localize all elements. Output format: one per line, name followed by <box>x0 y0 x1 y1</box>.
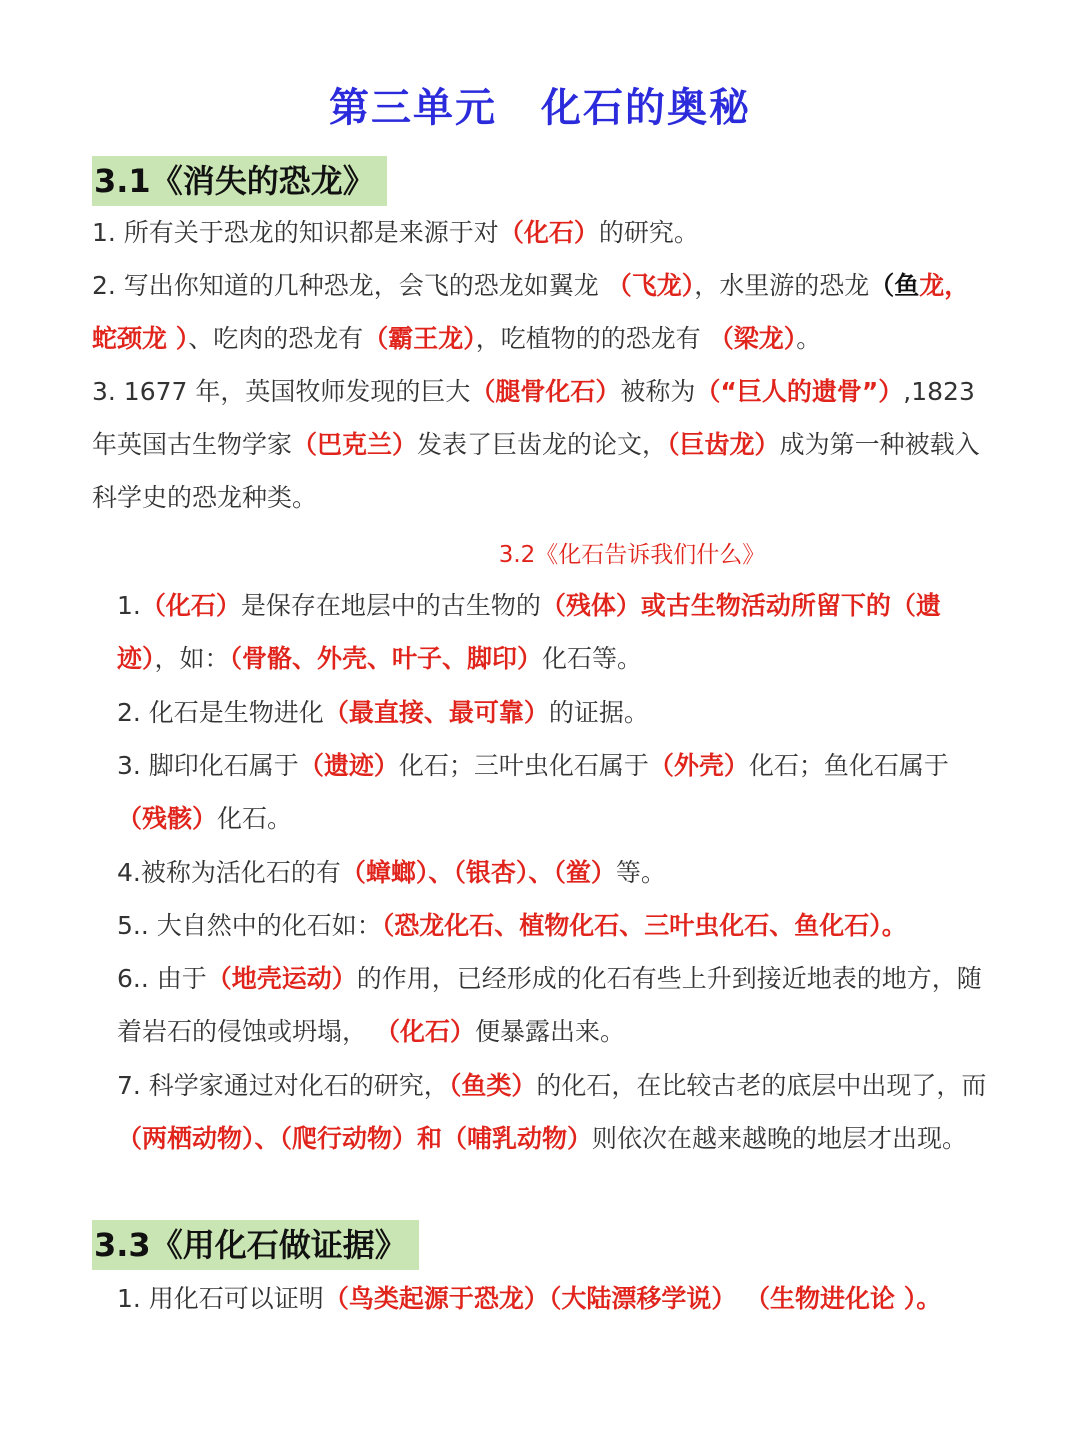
s2-item-5: 5.. 大自然中的化石如：（恐龙化石、植物化石、三叶虫化石、鱼化石）。 <box>117 911 907 940</box>
section-heading-3-1: 3.1《消失的恐龙》 <box>92 156 387 206</box>
s2-item-4: 4.被称为活化石的有（蟑螂）、（银杏）、（鲎）等。 <box>117 858 666 887</box>
s2-item-6: 6.. 由于（地壳运动）的作用，已经形成的化石有些上升到接近地表的地方，随着岩石的侵蚀或坍塌， （化石）便暴露出来。 <box>117 964 982 1046</box>
s2-item-2: 2. 化石是生物进化（最直接、最可靠）的证据。 <box>117 698 649 727</box>
s1-item-2: 2. 写出你知道的几种恐龙，会飞的恐龙如翼龙 （飞龙），水里游的恐龙（鱼龙，蛇颈龙 ）、吃肉的恐龙有（霸王龙），吃植物的的恐龙有 （梁龙）。 <box>92 271 970 353</box>
section-heading-3-3: 3.3《用化石做证据》 <box>92 1220 419 1270</box>
s2-item-1: 1.（化石）是保存在地层中的古生物的（残体）或古生物活动所留下的（遗迹），如：（骨骼、外壳、叶子、脚印）化石等。 <box>117 591 941 673</box>
title-unit: 第三单元 <box>329 85 497 131</box>
s2-item-3: 3. 脚印化石属于（遗迹）化石；三叶虫化石属于（外壳）化石；鱼化石属于（残骸）化石。 <box>117 751 949 833</box>
s3-item-1: 1. 用化石可以证明（鸟类起源于恐龙）（大陆漂移学说） （生物进化论 ）。 <box>117 1284 942 1313</box>
page-title <box>0 76 1080 133</box>
section-heading-3-2: 3.2《化石告诉我们什么》 <box>498 542 766 568</box>
title-topic: 化石的奥秘 <box>541 85 751 131</box>
s2-item-7: 7. 科学家通过对化石的研究，（鱼类）的化石，在比较古老的底层中出现了，而（两栖动物）、（爬行动物）和（哺乳动物）则依次在越来越晚的地层才出现。 <box>117 1071 987 1153</box>
s1-item-1: 1. 所有关于恐龙的知识都是来源于对（化石）的研究。 <box>92 218 699 247</box>
s1-item-3: 3. 1677 年，英国牧师发现的巨大（腿骨化石）被称为（“巨人的遗骨”）,1823年英国古生物学家（巴克兰）发表了巨齿龙的论文，（巨齿龙）成为第一种被载入科学史的恐龙种类。 <box>92 377 980 512</box>
